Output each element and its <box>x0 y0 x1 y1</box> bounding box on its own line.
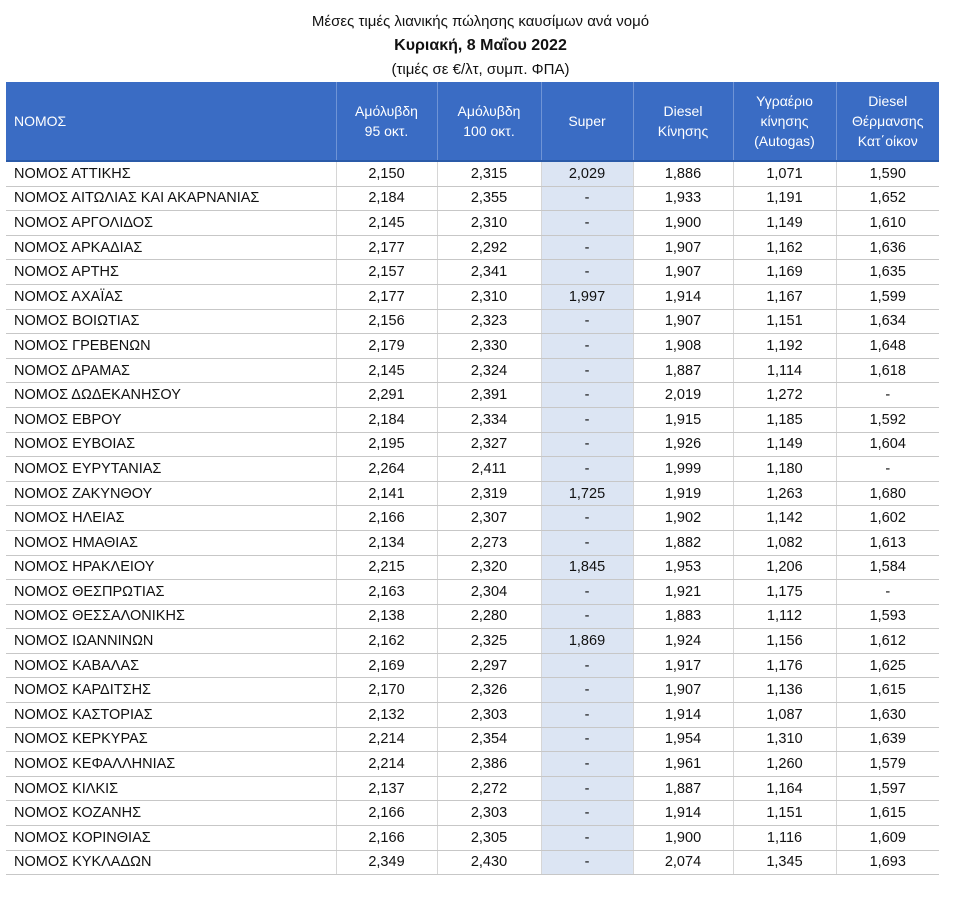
col-unleaded-100-value: 2,280 <box>437 604 541 629</box>
prefecture-name: ΝΟΜΟΣ ΑΤΤΙΚΗΣ <box>6 161 336 186</box>
table-row <box>6 432 939 457</box>
prefecture-name: ΝΟΜΟΣ ΒΟΙΩΤΙΑΣ <box>6 309 336 334</box>
prefecture-name: ΝΟΜΟΣ ΓΡΕΒΕΝΩΝ <box>6 334 336 359</box>
col-super-header <box>541 82 633 161</box>
prefecture-name: ΝΟΜΟΣ ΖΑΚΥΝΘΟΥ <box>6 481 336 506</box>
col-autogas-value: 1,136 <box>733 678 836 703</box>
col-unleaded-100-value: 2,341 <box>437 260 541 285</box>
col-unleaded-95-value: 2,215 <box>336 555 437 580</box>
prefecture-name: ΝΟΜΟΣ ΕΥΒΟΙΑΣ <box>6 432 336 457</box>
header-line: Κίνησης <box>657 123 709 139</box>
col-unleaded-100-value: 2,430 <box>437 850 541 875</box>
col-unleaded-95-value: 2,214 <box>336 752 437 777</box>
col-diesel-heating-value: 1,609 <box>836 826 939 851</box>
header-line: Diesel <box>663 103 703 119</box>
header-line: Αμόλυβδη <box>355 103 418 119</box>
table-row <box>6 629 939 654</box>
col-unleaded-95-value: 2,162 <box>336 629 437 654</box>
fuel-price-table <box>6 82 939 875</box>
col-autogas-value: 1,206 <box>733 555 836 580</box>
col-super-value: - <box>541 260 633 285</box>
col-unleaded-100-value: 2,319 <box>437 481 541 506</box>
prefecture-name: ΝΟΜΟΣ ΚΥΚΛΑΔΩΝ <box>6 850 336 875</box>
col-diesel-motion-value: 1,919 <box>633 481 733 506</box>
prefecture-name: ΝΟΜΟΣ ΚΙΛΚΙΣ <box>6 776 336 801</box>
col-super-value: - <box>541 309 633 334</box>
header-line: Κατ΄οίκον <box>857 133 918 149</box>
col-autogas-value: 1,112 <box>733 604 836 629</box>
col-unleaded-95-value: 2,170 <box>336 678 437 703</box>
col-unleaded-100-value: 2,334 <box>437 407 541 432</box>
col-unleaded-95-value: 2,166 <box>336 506 437 531</box>
col-unleaded-95-value: 2,214 <box>336 727 437 752</box>
table-row <box>6 481 939 506</box>
col-diesel-motion-value: 1,908 <box>633 334 733 359</box>
col-super-value: - <box>541 752 633 777</box>
header-line: Υγραέριο <box>756 93 813 109</box>
header-line: κίνησης <box>760 113 809 129</box>
col-unleaded-100-header <box>437 82 541 161</box>
col-diesel-motion-value: 1,914 <box>633 284 733 309</box>
col-autogas-value: 1,176 <box>733 653 836 678</box>
prefecture-name: ΝΟΜΟΣ ΑΡΚΑΔΙΑΣ <box>6 235 336 260</box>
header-line: Diesel <box>868 93 908 109</box>
table-row <box>6 530 939 555</box>
col-autogas-value: 1,071 <box>733 161 836 186</box>
col-unleaded-100-value: 2,310 <box>437 211 541 236</box>
col-diesel-heating-value: 1,635 <box>836 260 939 285</box>
col-unleaded-100-value: 2,325 <box>437 629 541 654</box>
col-super-value: - <box>541 383 633 408</box>
table-header-row <box>6 82 939 161</box>
col-autogas-value: 1,310 <box>733 727 836 752</box>
header-line: ΝΟΜΟΣ <box>14 113 67 129</box>
table-row <box>6 186 939 211</box>
col-diesel-motion-value: 1,902 <box>633 506 733 531</box>
col-super-value: - <box>541 457 633 482</box>
col-super-value: - <box>541 358 633 383</box>
col-unleaded-100-value: 2,355 <box>437 186 541 211</box>
col-super-value: - <box>541 407 633 432</box>
col-super-value: - <box>541 727 633 752</box>
table-row <box>6 555 939 580</box>
col-diesel-heating-value: 1,693 <box>836 850 939 875</box>
col-diesel-heating-value: 1,592 <box>836 407 939 432</box>
col-unleaded-95-value: 2,138 <box>336 604 437 629</box>
col-unleaded-95-value: 2,349 <box>336 850 437 875</box>
col-unleaded-95-value: 2,145 <box>336 211 437 236</box>
col-autogas-value: 1,082 <box>733 530 836 555</box>
prefecture-name: ΝΟΜΟΣ ΘΕΣΠΡΩΤΙΑΣ <box>6 580 336 605</box>
col-unleaded-100-value: 2,304 <box>437 580 541 605</box>
col-diesel-heating-header <box>836 82 939 161</box>
prefecture-name: ΝΟΜΟΣ ΚΕΦΑΛΛΗΝΙΑΣ <box>6 752 336 777</box>
col-unleaded-95-value: 2,195 <box>336 432 437 457</box>
col-diesel-heating-value: 1,636 <box>836 235 939 260</box>
col-diesel-motion-value: 1,917 <box>633 653 733 678</box>
col-super-value: - <box>541 776 633 801</box>
table-row <box>6 334 939 359</box>
col-unleaded-95-value: 2,163 <box>336 580 437 605</box>
col-diesel-heating-value: - <box>836 580 939 605</box>
prefecture-name: ΝΟΜΟΣ ΔΩΔΕΚΑΝΗΣΟΥ <box>6 383 336 408</box>
page-date: Κυριακή, 8 Μαΐου 2022 <box>394 37 567 54</box>
col-diesel-heating-value: - <box>836 383 939 408</box>
col-diesel-heating-value: 1,612 <box>836 629 939 654</box>
col-autogas-value: 1,149 <box>733 211 836 236</box>
col-autogas-value: 1,164 <box>733 776 836 801</box>
col-autogas-value: 1,116 <box>733 826 836 851</box>
table-row <box>6 506 939 531</box>
col-unleaded-95-value: 2,169 <box>336 653 437 678</box>
table-row <box>6 260 939 285</box>
col-unleaded-95-value: 2,184 <box>336 186 437 211</box>
col-diesel-motion-value: 1,933 <box>633 186 733 211</box>
col-unleaded-95-value: 2,177 <box>336 235 437 260</box>
col-unleaded-100-value: 2,310 <box>437 284 541 309</box>
col-unleaded-95-value: 2,177 <box>336 284 437 309</box>
col-diesel-heating-value: 1,597 <box>836 776 939 801</box>
prefecture-name: ΝΟΜΟΣ ΚΑΒΑΛΑΣ <box>6 653 336 678</box>
col-diesel-motion-value: 1,914 <box>633 801 733 826</box>
col-autogas-value: 1,192 <box>733 334 836 359</box>
col-diesel-motion-value: 1,900 <box>633 211 733 236</box>
table-row <box>6 776 939 801</box>
col-diesel-heating-value: 1,602 <box>836 506 939 531</box>
col-diesel-heating-value: 1,648 <box>836 334 939 359</box>
col-diesel-heating-value: 1,579 <box>836 752 939 777</box>
col-diesel-heating-value: 1,610 <box>836 211 939 236</box>
prefecture-name: ΝΟΜΟΣ ΕΒΡΟΥ <box>6 407 336 432</box>
col-super-value: - <box>541 530 633 555</box>
col-unleaded-100-value: 2,315 <box>437 161 541 186</box>
header-line: Αμόλυβδη <box>457 103 521 119</box>
col-autogas-value: 1,169 <box>733 260 836 285</box>
col-unleaded-95-value: 2,150 <box>336 161 437 186</box>
col-unleaded-100-value: 2,292 <box>437 235 541 260</box>
col-super-value: - <box>541 801 633 826</box>
prefecture-name: ΝΟΜΟΣ ΙΩΑΝΝΙΝΩΝ <box>6 629 336 654</box>
col-unleaded-100-value: 2,354 <box>437 727 541 752</box>
col-super-value: - <box>541 211 633 236</box>
col-diesel-motion-value: 1,883 <box>633 604 733 629</box>
header-line: 95 οκτ. <box>364 123 409 139</box>
table-row <box>6 752 939 777</box>
table-row <box>6 727 939 752</box>
prefecture-name: ΝΟΜΟΣ ΗΜΑΘΙΑΣ <box>6 530 336 555</box>
col-unleaded-100-value: 2,323 <box>437 309 541 334</box>
page-title: Μέσες τιμές λιανικής πώλησης καυσίμων ανά νομό <box>311 13 650 30</box>
col-autogas-value: 1,162 <box>733 235 836 260</box>
col-diesel-heating-value: 1,590 <box>836 161 939 186</box>
table-row <box>6 284 939 309</box>
col-unleaded-95-value: 2,184 <box>336 407 437 432</box>
col-diesel-heating-value: 1,618 <box>836 358 939 383</box>
col-diesel-heating-value: 1,652 <box>836 186 939 211</box>
col-unleaded-100-value: 2,273 <box>437 530 541 555</box>
col-diesel-motion-value: 1,954 <box>633 727 733 752</box>
col-autogas-value: 1,167 <box>733 284 836 309</box>
col-unleaded-100-value: 2,303 <box>437 703 541 728</box>
table-row <box>6 211 939 236</box>
col-super-value: - <box>541 235 633 260</box>
col-diesel-heating-value: 1,584 <box>836 555 939 580</box>
table-row <box>6 604 939 629</box>
col-unleaded-95-value: 2,145 <box>336 358 437 383</box>
col-unleaded-95-value: 2,132 <box>336 703 437 728</box>
title-block <box>0 0 961 82</box>
prefecture-name: ΝΟΜΟΣ ΚΟΡΙΝΘΙΑΣ <box>6 826 336 851</box>
col-autogas-value: 1,156 <box>733 629 836 654</box>
col-diesel-motion-value: 1,926 <box>633 432 733 457</box>
table-row <box>6 161 939 186</box>
header-line: Super <box>568 113 606 129</box>
col-diesel-motion-value: 1,886 <box>633 161 733 186</box>
col-autogas-value: 1,114 <box>733 358 836 383</box>
col-diesel-heating-value: 1,599 <box>836 284 939 309</box>
col-diesel-heating-value: 1,615 <box>836 801 939 826</box>
col-super-value: - <box>541 678 633 703</box>
col-super-value: - <box>541 506 633 531</box>
col-autogas-value: 1,263 <box>733 481 836 506</box>
table-row <box>6 383 939 408</box>
col-unleaded-95-value: 2,156 <box>336 309 437 334</box>
header-line: Θέρμανσης <box>852 113 924 129</box>
prefecture-name: ΝΟΜΟΣ ΑΧΑΪΑΣ <box>6 284 336 309</box>
col-unleaded-100-value: 2,386 <box>437 752 541 777</box>
col-diesel-heating-value: 1,613 <box>836 530 939 555</box>
col-autogas-value: 1,142 <box>733 506 836 531</box>
table-body <box>6 161 939 875</box>
col-super-value: - <box>541 604 633 629</box>
col-nomos-header <box>6 82 336 161</box>
col-unleaded-100-value: 2,411 <box>437 457 541 482</box>
prefecture-name: ΝΟΜΟΣ ΚΕΡΚΥΡΑΣ <box>6 727 336 752</box>
col-unleaded-95-value: 2,137 <box>336 776 437 801</box>
col-autogas-value: 1,260 <box>733 752 836 777</box>
col-super-value: - <box>541 850 633 875</box>
col-diesel-heating-value: 1,604 <box>836 432 939 457</box>
col-unleaded-95-value: 2,291 <box>336 383 437 408</box>
table-row <box>6 653 939 678</box>
col-unleaded-95-value: 2,134 <box>336 530 437 555</box>
col-diesel-motion-value: 1,882 <box>633 530 733 555</box>
table-row <box>6 235 939 260</box>
col-diesel-motion-value: 1,921 <box>633 580 733 605</box>
col-super-value: 1,997 <box>541 284 633 309</box>
col-unleaded-100-value: 2,330 <box>437 334 541 359</box>
prefecture-name: ΝΟΜΟΣ ΑΡΤΗΣ <box>6 260 336 285</box>
col-super-value: - <box>541 653 633 678</box>
col-diesel-motion-value: 1,907 <box>633 260 733 285</box>
col-autogas-value: 1,185 <box>733 407 836 432</box>
col-unleaded-95-header <box>336 82 437 161</box>
col-diesel-motion-value: 1,915 <box>633 407 733 432</box>
prefecture-name: ΝΟΜΟΣ ΔΡΑΜΑΣ <box>6 358 336 383</box>
col-diesel-motion-value: 2,074 <box>633 850 733 875</box>
col-diesel-motion-value: 1,907 <box>633 309 733 334</box>
prefecture-name: ΝΟΜΟΣ ΚΑΡΔΙΤΣΗΣ <box>6 678 336 703</box>
col-autogas-value: 1,180 <box>733 457 836 482</box>
prefecture-name: ΝΟΜΟΣ ΗΛΕΙΑΣ <box>6 506 336 531</box>
col-diesel-motion-value: 1,907 <box>633 678 733 703</box>
prefecture-name: ΝΟΜΟΣ ΑΡΓΟΛΙΔΟΣ <box>6 211 336 236</box>
col-super-value: 2,029 <box>541 161 633 186</box>
table-row <box>6 309 939 334</box>
col-diesel-heating-value: 1,639 <box>836 727 939 752</box>
prefecture-name: ΝΟΜΟΣ ΕΥΡΥΤΑΝΙΑΣ <box>6 457 336 482</box>
col-super-value: - <box>541 703 633 728</box>
col-diesel-motion-value: 2,019 <box>633 383 733 408</box>
table-row <box>6 703 939 728</box>
col-unleaded-100-value: 2,272 <box>437 776 541 801</box>
table-row <box>6 407 939 432</box>
col-unleaded-100-value: 2,307 <box>437 506 541 531</box>
col-unleaded-100-value: 2,297 <box>437 653 541 678</box>
page-note: (τιμές σε €/λτ, συμπ. ΦΠΑ) <box>391 61 570 78</box>
col-autogas-value: 1,345 <box>733 850 836 875</box>
col-unleaded-100-value: 2,327 <box>437 432 541 457</box>
col-diesel-heating-value: 1,593 <box>836 604 939 629</box>
col-unleaded-100-value: 2,303 <box>437 801 541 826</box>
col-autogas-value: 1,149 <box>733 432 836 457</box>
col-unleaded-95-value: 2,166 <box>336 826 437 851</box>
col-diesel-motion-value: 1,961 <box>633 752 733 777</box>
prefecture-name: ΝΟΜΟΣ ΗΡΑΚΛΕΙΟΥ <box>6 555 336 580</box>
table-row <box>6 850 939 875</box>
col-unleaded-100-value: 2,320 <box>437 555 541 580</box>
col-unleaded-100-value: 2,391 <box>437 383 541 408</box>
col-diesel-motion-value: 1,999 <box>633 457 733 482</box>
table-row <box>6 358 939 383</box>
col-diesel-heating-value: 1,630 <box>836 703 939 728</box>
header-line: 100 οκτ. <box>463 123 515 139</box>
col-autogas-value: 1,151 <box>733 309 836 334</box>
prefecture-name: ΝΟΜΟΣ ΑΙΤΩΛΙΑΣ ΚΑΙ ΑΚΑΡΝΑΝΙΑΣ <box>6 186 336 211</box>
col-super-value: 1,869 <box>541 629 633 654</box>
col-unleaded-100-value: 2,305 <box>437 826 541 851</box>
col-unleaded-100-value: 2,324 <box>437 358 541 383</box>
col-autogas-header <box>733 82 836 161</box>
col-unleaded-95-value: 2,157 <box>336 260 437 285</box>
col-diesel-heating-value: 1,615 <box>836 678 939 703</box>
col-diesel-heating-value: 1,634 <box>836 309 939 334</box>
col-super-value: - <box>541 334 633 359</box>
col-unleaded-95-value: 2,264 <box>336 457 437 482</box>
table-row <box>6 457 939 482</box>
col-super-value: - <box>541 580 633 605</box>
col-super-value: 1,845 <box>541 555 633 580</box>
col-super-value: - <box>541 186 633 211</box>
table-row <box>6 678 939 703</box>
col-diesel-motion-value: 1,953 <box>633 555 733 580</box>
prefecture-name: ΝΟΜΟΣ ΚΑΣΤΟΡΙΑΣ <box>6 703 336 728</box>
col-unleaded-95-value: 2,141 <box>336 481 437 506</box>
prefecture-name: ΝΟΜΟΣ ΚΟΖΑΝΗΣ <box>6 801 336 826</box>
col-autogas-value: 1,151 <box>733 801 836 826</box>
header-line: (Autogas) <box>754 133 815 149</box>
table-row <box>6 801 939 826</box>
col-super-value: - <box>541 826 633 851</box>
col-super-value: 1,725 <box>541 481 633 506</box>
col-diesel-heating-value: - <box>836 457 939 482</box>
table-row <box>6 580 939 605</box>
col-diesel-motion-value: 1,924 <box>633 629 733 654</box>
col-diesel-heating-value: 1,680 <box>836 481 939 506</box>
col-autogas-value: 1,175 <box>733 580 836 605</box>
col-diesel-motion-value: 1,907 <box>633 235 733 260</box>
col-diesel-motion-header <box>633 82 733 161</box>
col-diesel-motion-value: 1,887 <box>633 358 733 383</box>
col-unleaded-95-value: 2,179 <box>336 334 437 359</box>
col-autogas-value: 1,272 <box>733 383 836 408</box>
col-unleaded-100-value: 2,326 <box>437 678 541 703</box>
col-diesel-heating-value: 1,625 <box>836 653 939 678</box>
col-autogas-value: 1,191 <box>733 186 836 211</box>
col-diesel-motion-value: 1,900 <box>633 826 733 851</box>
col-diesel-motion-value: 1,887 <box>633 776 733 801</box>
table-row <box>6 826 939 851</box>
col-unleaded-95-value: 2,166 <box>336 801 437 826</box>
col-diesel-motion-value: 1,914 <box>633 703 733 728</box>
col-super-value: - <box>541 432 633 457</box>
col-autogas-value: 1,087 <box>733 703 836 728</box>
prefecture-name: ΝΟΜΟΣ ΘΕΣΣΑΛΟΝΙΚΗΣ <box>6 604 336 629</box>
